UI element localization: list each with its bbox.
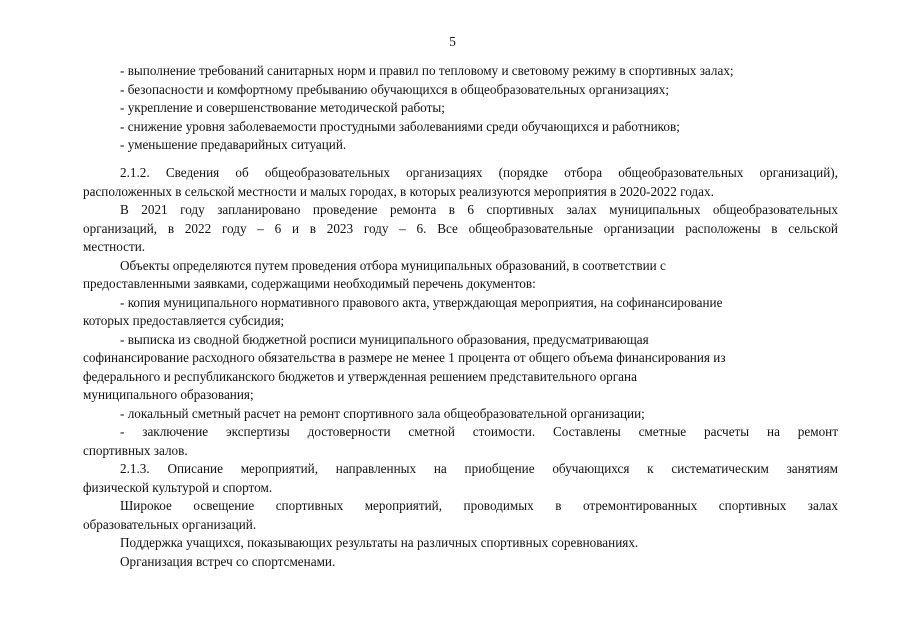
text-line: которых предоставляется субсидия; bbox=[83, 313, 285, 328]
text-line: предоставленными заявками, содержащими необходимый перечень документов: bbox=[83, 276, 536, 291]
text-line: местности. bbox=[83, 239, 146, 254]
page-number: 5 bbox=[449, 34, 456, 49]
text-line: - снижение уровня заболеваемости простудными заболеваниями среди обучающихся и работников; bbox=[120, 118, 680, 134]
text-line: - выполнение требований санитарных норм и правил по тепловому и световому режиму в спортивных залах; bbox=[120, 63, 734, 78]
text-line: - локальный сметный расчет на ремонт спортивного зала общеобразовательной организации; bbox=[120, 405, 645, 421]
text-line: 2.1.3. Описание мероприятий, направленных на приобщение обучающихся к систематическим занятиям bbox=[120, 461, 838, 476]
text-block-bullets-1 bbox=[83, 62, 838, 155]
text-line: спортивных залов. bbox=[83, 442, 188, 458]
text-line: федерального и республиканского бюджетов и утвержденная решением представительного органа bbox=[83, 368, 637, 384]
text-line: - уменьшение предаварийных ситуаций. bbox=[120, 137, 347, 152]
text-line: - безопасности и комфортному пребыванию обучающихся в общеобразовательных организациях; bbox=[120, 81, 669, 97]
text-block-section-2-1-2 bbox=[83, 164, 838, 460]
text-line: Поддержка учащихся, показывающих результаты на различных спортивных соревнованиях. bbox=[120, 535, 639, 550]
text-line: Организация встреч со спортсменами. bbox=[120, 553, 336, 569]
text-line: - копия муниципального нормативного правового акта, утверждающая мероприятия, на софинансирование bbox=[120, 294, 723, 310]
text-block-section-2-1-3 bbox=[83, 460, 838, 571]
text-line: Объекты определяются путем проведения отбора муниципальных образований, в соответствии с bbox=[120, 257, 666, 273]
text-line: софинансирование расходного обязательства в размере не менее 1 процента от общего объема финансирования из bbox=[83, 350, 726, 365]
text-line: физической культурой и спортом. bbox=[83, 479, 273, 495]
text-line: - заключение экспертизы достоверности сметной стоимости. Составлены сметные расчеты на ремонт bbox=[120, 424, 838, 439]
text-line: Широкое освещение спортивных мероприятий, проводимых в отремонтированных спортивных залах bbox=[120, 498, 838, 513]
text-line: муниципального образования; bbox=[83, 387, 254, 402]
text-line: организаций, в 2022 году – 6 и в 2023 году – 6. Все общеобразовательные организации расположены в сельской bbox=[83, 220, 838, 236]
text-line: 2.1.2. Сведения об общеобразовательных организациях (порядке отбора общеобразовательных организаций), bbox=[120, 165, 838, 180]
text-line: - выписка из сводной бюджетной росписи муниципального образования, предусматривающая bbox=[120, 331, 649, 347]
text-line: образовательных организаций. bbox=[83, 516, 257, 532]
text-line: расположенных в сельской местности и малых городах, в которых реализуются мероприятия в 2020-2022 годах. bbox=[83, 183, 714, 199]
text-line: - укрепление и совершенствование методической работы; bbox=[120, 100, 445, 115]
text-line: В 2021 году запланировано проведение ремонта в 6 спортивных залах муниципальных общеобразовательных bbox=[120, 202, 838, 217]
